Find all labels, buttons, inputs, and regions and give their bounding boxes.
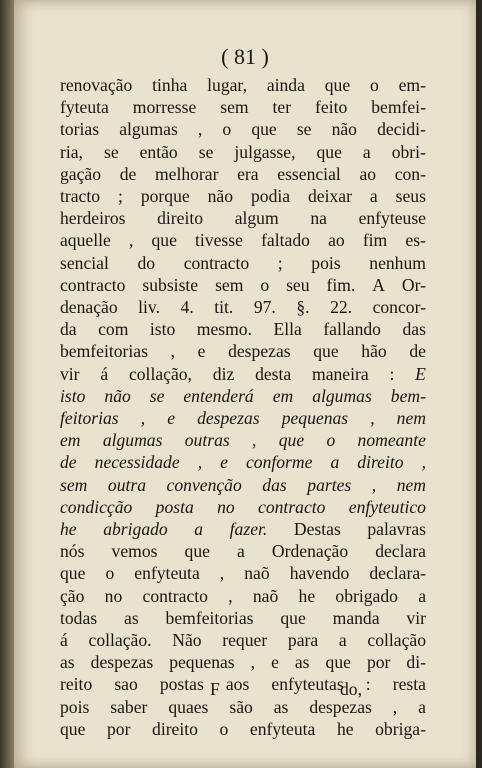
text-line: bemfeitorias , e despezas que hão de xyxy=(60,341,426,362)
text-line: de necessidade , e conforme a direito , xyxy=(60,452,426,473)
text-line: que o enfyteuta , naõ havendo declara- xyxy=(60,563,426,584)
text-line: renovação tinha lugar, ainda que o em- xyxy=(60,75,426,95)
text-line: torias algumas , o que se não decidi- xyxy=(60,119,426,140)
catchword: do, xyxy=(340,679,362,699)
text-line: sencial do contracto ; pois nenhum xyxy=(60,252,426,273)
text-line: reito sao postas aos enfyteutas : resta xyxy=(60,674,426,695)
signature-mark: F xyxy=(210,679,220,699)
book-page xyxy=(14,0,476,768)
text-line: á collação. Não requer para a collação xyxy=(60,630,426,651)
text-line: as despezas pequenas , e as que por di- xyxy=(60,652,426,673)
text-line: que por direito o enfyteuta he obriga- xyxy=(60,718,426,739)
body-text xyxy=(60,74,426,740)
text-line: pois saber quaes são as despezas , a xyxy=(60,696,426,717)
text-line: tracto ; porque não podia deixar a seus xyxy=(60,186,426,207)
text-line: sem outra convenção das partes , nem xyxy=(60,474,426,495)
text-line: feitorias , e despezas pequenas , nem xyxy=(60,408,426,429)
text-line: nós vemos que a Ordenação declara xyxy=(60,541,426,562)
text-line: fyteuta morresse sem ter feito bemfei- xyxy=(60,97,426,118)
text-line: aquelle , que tivesse faltado ao fim es- xyxy=(60,230,426,251)
text-line: todas as bemfeitorias que manda vir xyxy=(60,607,426,628)
text-line: gação de melhorar era essencial ao con- xyxy=(60,163,426,184)
text-line: em algumas outras , que o nomeante xyxy=(60,430,426,451)
text-line: herdeiros direito algum na enfyteuse xyxy=(60,208,426,229)
text-line: he abrigado a fazer. Destas palavras xyxy=(60,519,426,540)
page-footer xyxy=(14,679,476,703)
text-line: da com isto mesmo. Ella fallando das xyxy=(60,319,426,340)
text-line: denação liv. 4. tit. 97. §. 22. concor- xyxy=(60,297,426,318)
text-line: condicção posta no contracto enfyteutico xyxy=(60,496,426,517)
page-spine-shadow xyxy=(0,0,14,768)
text-line: ria, se então se julgasse, que a obri- xyxy=(60,141,426,162)
page-number: ( 81 ) xyxy=(221,44,269,69)
text-line: contracto subsiste sem o seu fim. A Or- xyxy=(60,274,426,295)
text-line: ção no contracto , naõ he obrigado a xyxy=(60,585,426,606)
text-line: vir á collação, diz desta maneira : E xyxy=(60,363,426,384)
text-line: isto não se entenderá em algumas bem- xyxy=(60,385,426,406)
